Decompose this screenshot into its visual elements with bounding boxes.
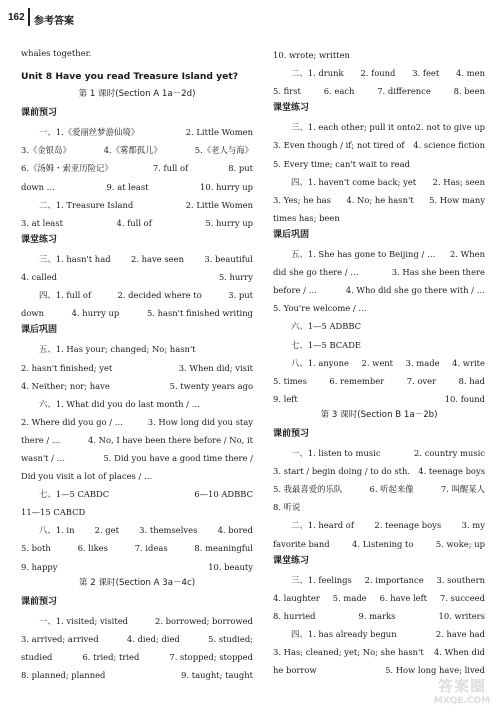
section-heading [273, 553, 485, 571]
answer-item: 3. feet [412, 68, 440, 79]
answer-item: 一、1. visited; visited [39, 615, 129, 626]
answer-item: down [21, 308, 44, 319]
answer-item: 2. country music [414, 448, 485, 459]
page-number: 162 [8, 12, 25, 23]
answer-item: 2. teenage boys [374, 520, 442, 531]
answer-item: 6—10 ADBBC [194, 489, 253, 500]
answer-item: 7. difference [377, 86, 431, 97]
answer-item: 3. How long did you stay [147, 416, 253, 427]
answer-line [21, 178, 253, 196]
answer-item: 7. succeed [439, 592, 485, 603]
answer-item: 5. hasn't finished writing [146, 308, 253, 319]
answer-item: 2. have had [435, 629, 485, 639]
section-heading [21, 594, 253, 612]
answer-item: 课堂练习 [21, 234, 58, 245]
left-column [21, 44, 253, 684]
answer-item: 7. full of [152, 163, 189, 174]
answer-item: 2. have seen [130, 253, 184, 264]
answer-item: 4. No, I have been there before / No, it [87, 434, 253, 445]
answer-line [21, 431, 253, 449]
answer-line [21, 340, 253, 358]
answer-item: did she go there / … [273, 267, 359, 278]
answer-line [21, 44, 253, 62]
answer-item: 六、1—5 ADBBC [291, 321, 362, 332]
answer-item: 6. remember [329, 375, 385, 386]
answer-line [21, 123, 253, 141]
answer-item: 8. 听说 [273, 502, 301, 513]
answer-line [273, 516, 485, 534]
answer-item: 二、1. Treasure Island [39, 199, 134, 210]
answer-line [21, 395, 253, 413]
answer-line [273, 155, 485, 173]
answer-item: 4. Neither; nor; have [21, 380, 110, 391]
answer-item: 3. my [461, 520, 485, 531]
answer-item: times has; been [273, 212, 340, 223]
answer-item: 3. at least [21, 217, 63, 228]
answer-line [273, 209, 485, 227]
answer-item: 2. Little Women [185, 199, 253, 210]
header-title: 参考答案 [34, 16, 74, 27]
answer-item: 4. died; died [126, 633, 180, 644]
answer-item: 7. over [406, 375, 437, 386]
answer-item: 课前预习 [273, 428, 310, 439]
answer-item: 5. woke; up [435, 538, 485, 549]
answer-item: 2. Where did you go / … [21, 416, 124, 427]
answer-item: 五、1. She has gone to Beijing / … [291, 249, 436, 260]
answer-item: Did you visit a lot of places / … [21, 471, 153, 482]
answer-item: 8. hurried [273, 610, 316, 621]
answer-item: 四、1. full of [39, 290, 92, 301]
answer-item: 7. stopped; stopped [169, 652, 253, 662]
answer-item: 2. found [360, 68, 396, 79]
answer-item: 三、1. each other; pull it onto [291, 122, 416, 133]
answer-item: 8. been [453, 86, 485, 97]
answer-line [273, 625, 485, 643]
answer-item: 5.《老人与海》 [194, 145, 253, 156]
answer-item: 课后巩固 [21, 325, 58, 336]
answer-item: 9. happy [21, 561, 58, 572]
answer-item: 4. called [21, 272, 58, 283]
answer-item: 八、1. in [39, 525, 75, 536]
answer-item: 4. Listening to [352, 538, 414, 549]
answer-item: 四、1. haven't come back; yet [291, 176, 417, 187]
answer-item: before / … [273, 285, 317, 296]
answer-line [21, 648, 253, 666]
right-column [273, 46, 485, 679]
answer-line [273, 535, 485, 553]
answer-item: 3. made [405, 357, 440, 368]
answer-line [273, 589, 485, 607]
answer-item: 8. planned; planned [21, 670, 106, 681]
answer-line [273, 118, 485, 136]
answer-item: 6. each [323, 86, 355, 97]
answer-line [21, 558, 253, 576]
answer-item: 5. hurry [218, 272, 253, 283]
answer-item: 5. times [273, 375, 307, 386]
answer-item: 8. had [458, 375, 485, 386]
answer-item: 3. Yes; he has [273, 194, 331, 205]
answer-item: 3. put [228, 290, 253, 301]
answer-item: 课堂练习 [273, 555, 310, 566]
answer-item: 10. hurry up [200, 181, 253, 192]
answer-item: 二、1. heard of [291, 520, 354, 531]
answer-line [21, 359, 253, 377]
answer-item: 3.《金银岛》 [21, 145, 71, 156]
answer-item: 第 2 课时(Section A 3a－4c) [78, 577, 196, 588]
answer-item: 10. writers [438, 610, 485, 621]
watermark-logo [430, 675, 494, 711]
answer-line [273, 354, 485, 372]
answer-line [273, 390, 485, 408]
answer-item: 5. studied; [208, 633, 253, 644]
answer-line [273, 263, 485, 281]
answer-item: 10. found [444, 393, 485, 404]
answer-item: Unit 8 Have you read Treasure Island yet? [21, 71, 239, 83]
section-heading [21, 322, 253, 340]
answer-line [21, 630, 253, 648]
answer-item: 2. Little Women [185, 127, 253, 138]
section-heading [21, 105, 253, 123]
answer-item: 五、1. Has your; changed; No; hasn't [39, 344, 196, 355]
answer-item: 6. 听起来像 [369, 484, 414, 495]
answer-line [21, 413, 253, 431]
answer-item: 一、1.《爱丽丝梦游仙境》 [39, 127, 140, 138]
answer-line [273, 245, 485, 263]
answer-item: 5. first [273, 86, 301, 97]
answer-item: 8. meaningful [194, 543, 253, 554]
answer-line [273, 281, 485, 299]
answer-item: 11—15 CABCD [21, 507, 86, 518]
answer-line [273, 317, 485, 335]
answer-item: 6.《汤姆・索亚历险记》 [21, 163, 113, 174]
answer-item: 5. You're welcome / … [273, 303, 367, 314]
answer-line [273, 82, 485, 100]
answer-item: he borrow [273, 665, 317, 676]
answer-line [21, 539, 253, 557]
answer-item: 3. Has she been there [391, 267, 485, 278]
answer-item: 2. went [361, 357, 394, 368]
answer-line [21, 449, 253, 467]
answer-line [273, 643, 485, 661]
answer-line [273, 480, 485, 498]
answer-line [273, 498, 485, 516]
answer-item: 课堂练习 [273, 103, 310, 114]
answer-line [273, 173, 485, 191]
answer-item: 5. Did you have a good time there / [103, 452, 253, 463]
answer-line [273, 64, 485, 82]
answer-item: 4. full of [116, 217, 152, 228]
answer-line [273, 299, 485, 317]
answer-line [21, 304, 253, 322]
answer-line [21, 612, 253, 630]
answer-item: 4.《雾都孤儿》 [103, 145, 162, 156]
answer-item: 4. write [452, 357, 485, 368]
answer-item: studied [21, 652, 53, 662]
section-heading [273, 227, 485, 245]
answer-item: 2. Has; seen [432, 176, 485, 187]
answer-item: 8. put [228, 163, 253, 174]
answer-line [21, 250, 253, 268]
answer-item: 第 3 课时(Section B 1a－2b) [320, 409, 438, 420]
answer-item: 6. tried; tried [82, 652, 140, 662]
answer-item: 3. themselves [139, 525, 198, 536]
answer-item: 2. When [449, 249, 485, 260]
answer-item: there / … [21, 434, 61, 445]
answer-line [21, 521, 253, 539]
answer-line [273, 336, 485, 354]
page-header [0, 0, 500, 34]
answer-item: favorite band [273, 538, 330, 549]
answer-item: 9. taught; taught [181, 670, 253, 681]
answer-line [21, 268, 253, 286]
lesson-title [21, 87, 253, 105]
answer-line [21, 377, 253, 395]
answer-item: 四、1. has already begun [291, 629, 397, 639]
answer-line [273, 444, 485, 462]
answer-line [21, 141, 253, 159]
answer-item: 10. beauty [208, 561, 253, 572]
answer-item: 5. Every time; can't wait to read [273, 158, 410, 169]
answer-item: 4. When did [433, 647, 485, 658]
section-heading [21, 232, 253, 250]
answer-item: 课后巩固 [273, 229, 310, 240]
answer-item: whales together. [21, 48, 92, 58]
answer-item: 6. likes [77, 543, 108, 554]
answer-line [21, 666, 253, 684]
answer-item: 4. teenage boys [418, 466, 485, 477]
answer-item: 4. men [456, 68, 485, 79]
answer-line [273, 191, 485, 209]
answer-item: 课前预习 [21, 108, 58, 119]
answer-item: 4. Who did she go there with / … [345, 285, 485, 296]
answer-item: 3. Has; cleaned; yet; No; she hasn't [273, 647, 424, 658]
answer-item: 六、1. What did you do last month / … [39, 398, 201, 409]
answer-item: 7. ideas [134, 543, 168, 554]
section-heading [273, 100, 485, 118]
answer-item: 3. start / begin doing / to do sth. [273, 466, 411, 477]
answer-item: 2. decided where to [117, 290, 202, 301]
header-divider [28, 8, 30, 26]
answer-item: 2. get [94, 525, 119, 536]
answer-item: 2. borrowed; borrowed [154, 615, 253, 626]
answer-item: 5. made [332, 592, 367, 603]
answer-item: 4. No; he hasn't [346, 194, 414, 205]
answer-line [273, 607, 485, 625]
answer-line [21, 286, 253, 304]
answer-line [273, 46, 485, 64]
answer-item: 一、1. listen to music [291, 448, 381, 459]
section-heading [273, 426, 485, 444]
answer-line [21, 196, 253, 214]
answer-item: 第 1 课时(Section A 1a－2d) [78, 89, 196, 100]
answer-item: 七、1—5 CABDC [39, 489, 110, 500]
answer-item: 4. science fiction [413, 140, 485, 151]
answer-item: 3. When did; visit [178, 362, 253, 373]
answer-item: 5. hurry up [205, 217, 253, 228]
answer-item: 2. importance [364, 574, 424, 585]
answer-line [273, 372, 485, 390]
answer-item: 七、1—5 BCADE [291, 339, 362, 350]
answer-item: 5. 我最喜爱的乐队 [273, 484, 343, 495]
answer-item: 5. twenty years ago [169, 380, 253, 391]
answer-item: 三、1. feelings [291, 574, 352, 585]
answer-item: 5. both [21, 543, 51, 554]
watermark-line1: 答案圈 [437, 677, 486, 695]
answer-item: 9. left [273, 393, 298, 404]
answer-item: 9. marks [358, 610, 396, 621]
answer-line [273, 462, 485, 480]
answer-item: 3. arrived; arrived [21, 633, 99, 644]
answer-item: 4. hurry up [71, 308, 120, 319]
answer-line [21, 485, 253, 503]
answer-item: 3. southern [436, 574, 485, 585]
answer-item: 二、1. drunk [291, 68, 344, 79]
answer-item: 4. bored [217, 525, 253, 536]
answer-item: 2. not to give up [415, 122, 485, 133]
answer-item: 10. wrote; written [273, 50, 350, 60]
answer-item: 八、1. anyone [291, 357, 349, 368]
answer-item: 9. at least [106, 181, 149, 192]
answer-item: 5. How many [429, 194, 485, 205]
lesson-title [273, 408, 485, 426]
answer-line [21, 214, 253, 232]
answer-item: wasn't / … [21, 452, 66, 463]
answer-line [273, 136, 485, 154]
answer-line [21, 467, 253, 485]
watermark-line2: MXQE.COM [433, 696, 491, 706]
answer-item: 2. hasn't finished; yet [21, 362, 113, 373]
answer-item: down … [21, 181, 56, 192]
answer-item: 课前预习 [21, 596, 58, 607]
unit-title [21, 67, 253, 87]
answer-line [21, 503, 253, 521]
answer-item: 5. How long have; lived [385, 665, 485, 676]
answer-item: 7. 叫醒某人 [440, 484, 485, 495]
answer-item: 三、1. hasn't had [39, 253, 111, 264]
answer-line [273, 571, 485, 589]
answer-item: 4. laughter [273, 592, 320, 603]
answer-line [21, 159, 253, 177]
answer-item: 3. Even though / if; not tired of [273, 140, 405, 151]
answer-item: 3. beautiful [204, 253, 253, 264]
answer-item: 6. have left [379, 592, 428, 603]
lesson-title [21, 576, 253, 594]
